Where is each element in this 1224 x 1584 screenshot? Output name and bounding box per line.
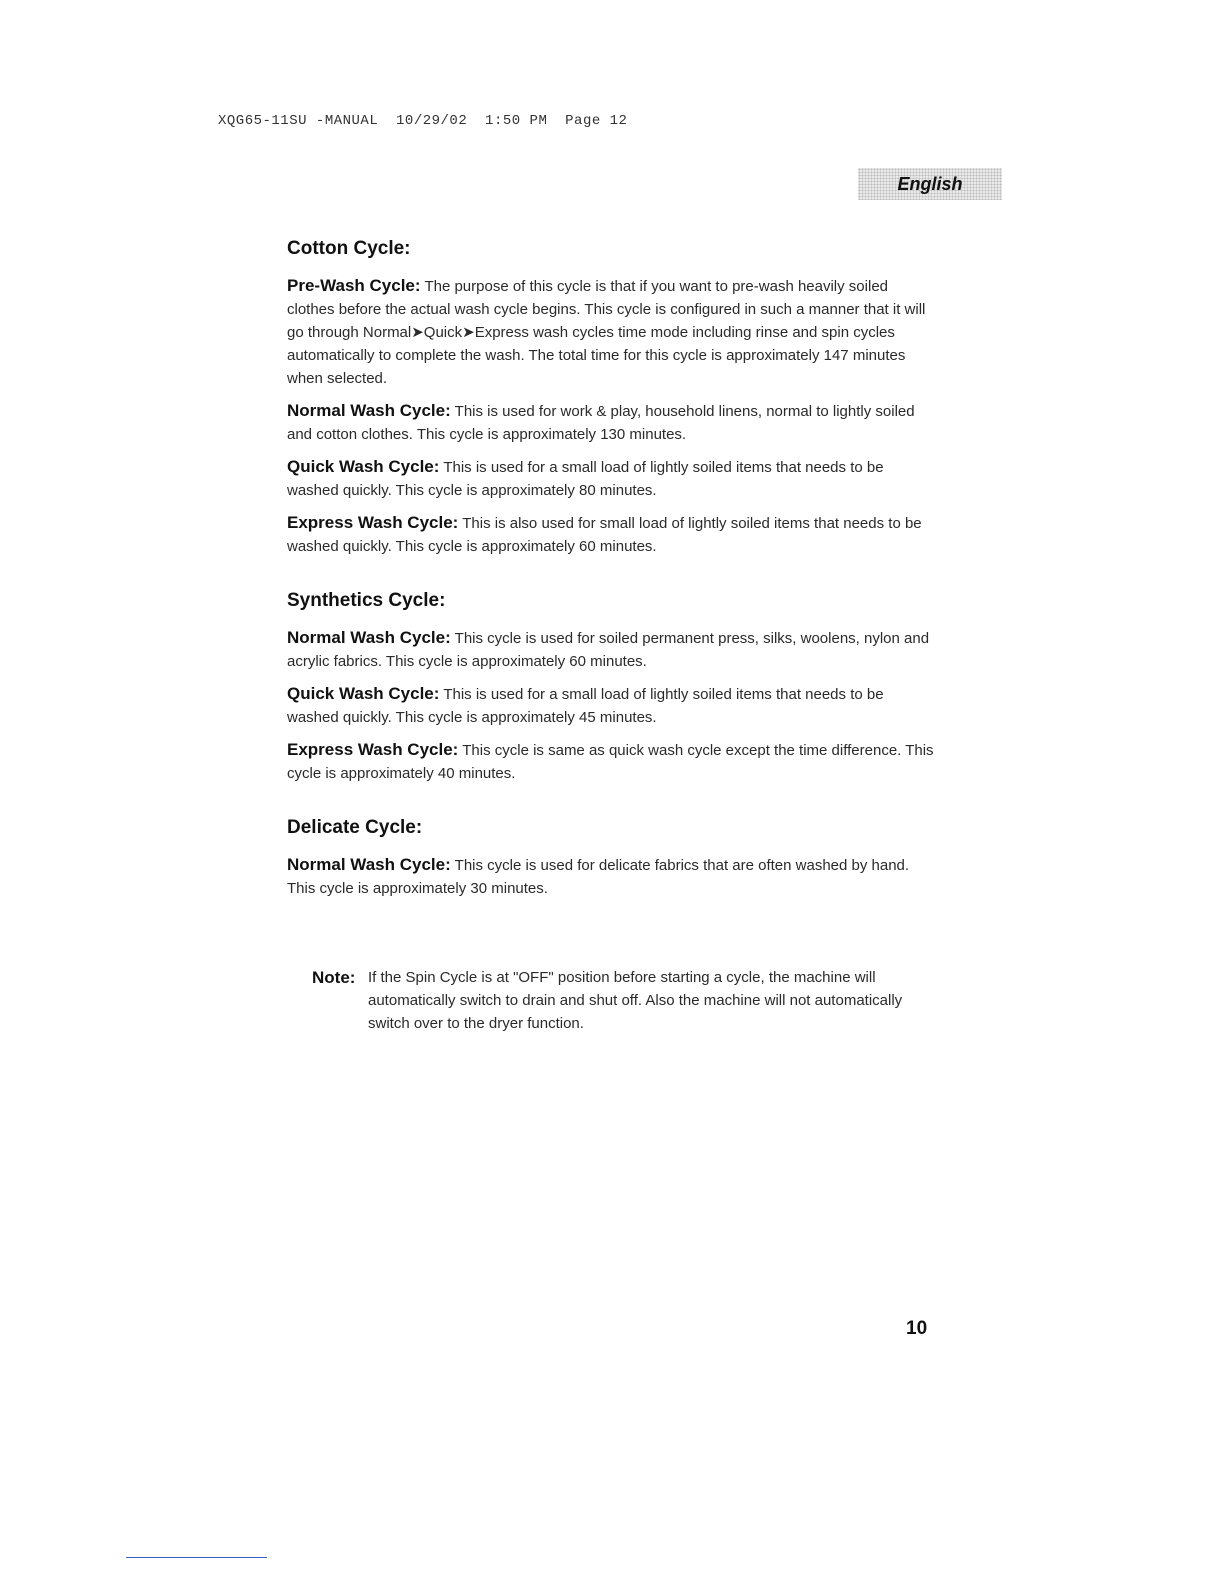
cycle-text: This is used for a small load of lightly soiled items that needs to be washed quickly. This cycle is approximately 45 minutes. <box>287 686 884 726</box>
note-label: Note: <box>312 968 356 987</box>
cycle-text: This cycle is same as quick wash cycle except the time difference. This cycle is approximately 40 minutes. <box>287 742 934 782</box>
cycle-description <box>287 853 937 900</box>
section-title: Delicate Cycle: <box>287 817 423 838</box>
cycle-term: Express Wash Cycle: <box>287 740 459 759</box>
cycle-description <box>287 274 937 390</box>
cotton-cycle-section <box>287 238 937 558</box>
cycle-text: This is used for work & play, household linens, normal to lightly soiled and cotton clothes. This cycle is approximately 130 minutes. <box>287 403 915 443</box>
cycle-description <box>287 511 937 558</box>
cycle-term: Quick Wash Cycle: <box>287 684 440 703</box>
manual-content <box>287 238 937 909</box>
cycle-term: Normal Wash Cycle: <box>287 401 451 420</box>
section-title: Cotton Cycle: <box>287 238 411 259</box>
language-badge-label: English <box>897 173 963 194</box>
cycle-description <box>287 455 937 502</box>
footer-divider <box>126 1557 267 1558</box>
delicate-cycle-section <box>287 817 937 900</box>
cycle-description <box>287 738 937 785</box>
document-header-line: XQG65-11SU -MANUAL 10/29/02 1:50 PM Page 12 <box>218 113 628 129</box>
note-text: If the Spin Cycle is at "OFF" position before starting a cycle, the machine will automatically switch to drain and shut off. Also the machine will not automatically switch over to the dryer function. <box>368 969 903 1032</box>
page-number: 10 <box>906 1318 928 1339</box>
cycle-term: Express Wash Cycle: <box>287 513 459 532</box>
note-block <box>312 966 942 1035</box>
cycle-description <box>287 682 937 729</box>
cycle-description <box>287 626 937 673</box>
cycle-text: This is used for a small load of lightly soiled items that needs to be washed quickly. This cycle is approximately 80 minutes. <box>287 459 884 499</box>
cycle-text: This is also used for small load of lightly soiled items that needs to be washed quickly. This cycle is approximately 60 minutes. <box>287 515 922 555</box>
cycle-text: The purpose of this cycle is that if you want to pre-wash heavily soiled clothes before the actual wash cycle begins. This cycle is configured in such a manner that it will go through Normal➤Quick➤Express wash cycles time mode including rinse and spin cycles automatically to complete the wash. The total time for this cycle is approximately 147 minutes when selected. <box>287 278 926 387</box>
cycle-term: Quick Wash Cycle: <box>287 457 440 476</box>
language-badge <box>858 168 1002 200</box>
cycle-text: This cycle is used for soiled permanent press, silks, woolens, nylon and acrylic fabrics. This cycle is approximately 60 minutes. <box>287 630 930 670</box>
synthetics-cycle-section <box>287 590 937 785</box>
cycle-term: Normal Wash Cycle: <box>287 855 451 874</box>
cycle-term: Normal Wash Cycle: <box>287 628 451 647</box>
cycle-term: Pre-Wash Cycle: <box>287 276 421 295</box>
section-title: Synthetics Cycle: <box>287 590 446 611</box>
cycle-description <box>287 399 937 446</box>
cycle-text: This cycle is used for delicate fabrics that are often washed by hand. This cycle is approximately 30 minutes. <box>287 857 910 897</box>
